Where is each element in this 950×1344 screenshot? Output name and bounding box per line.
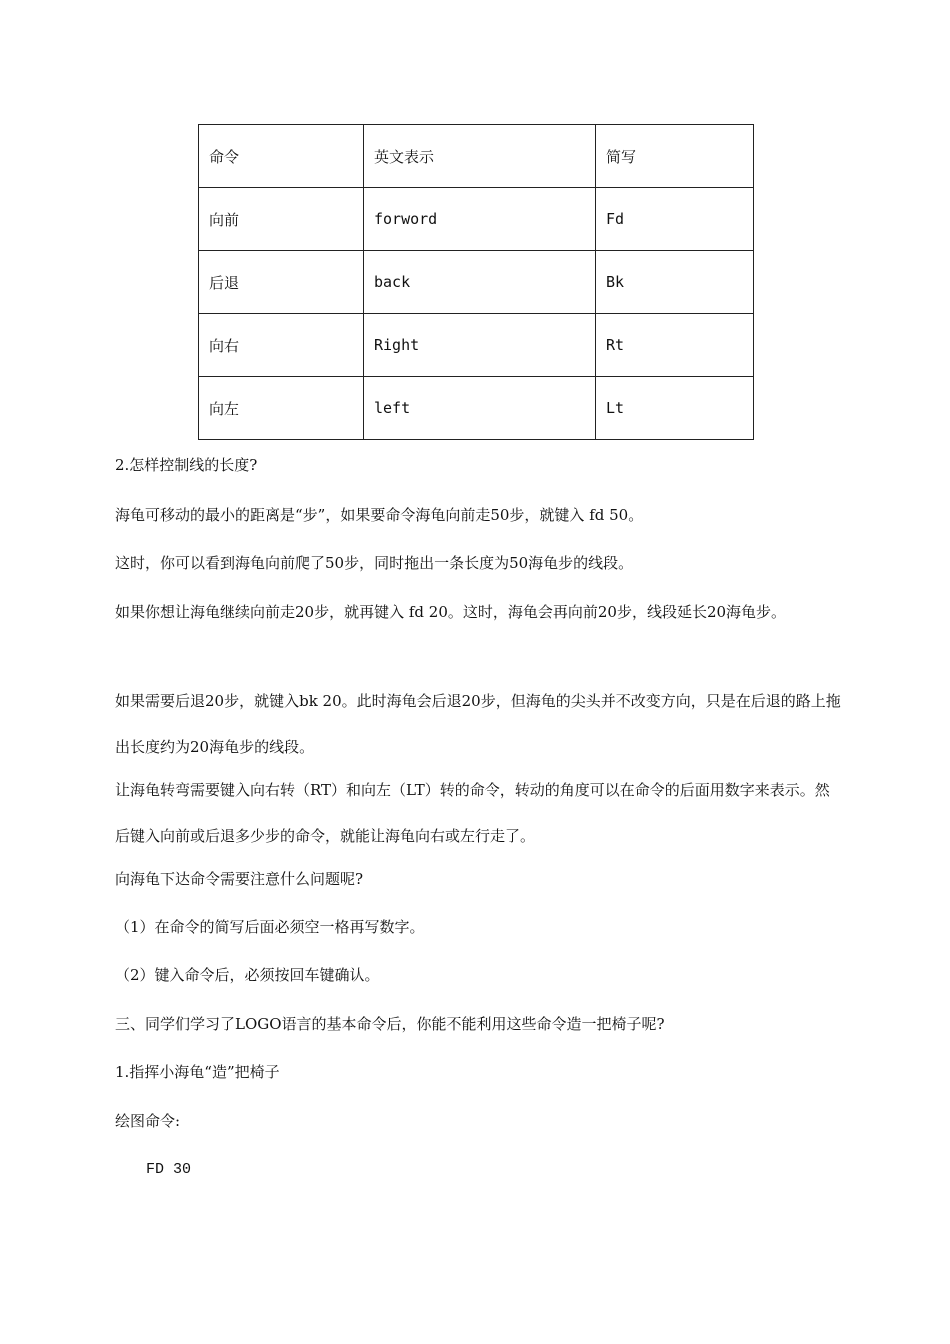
section-heading: 2.怎样控制线的长度?	[115, 456, 258, 474]
section-heading: 三、同学们学习了LOGO语言的基本命令后，你能不能利用这些命令造一把椅子呢?	[115, 1015, 665, 1033]
table-cell: 向右	[199, 314, 364, 377]
table-cell: left	[364, 377, 596, 440]
paragraph: 向海龟下达命令需要注意什么问题呢?	[115, 870, 364, 888]
table-cell: Fd	[596, 188, 754, 251]
table-cell: back	[364, 251, 596, 314]
paragraph: 如果需要后退20步，就键入bk 20。此时海龟会后退20步，但海龟的尖头并不改变方向，只是在后退的路上拖出长度约为20海龟步的线段。	[115, 692, 841, 756]
table-header-cell: 简写	[596, 125, 754, 188]
table-cell: 后退	[199, 251, 364, 314]
paragraph: 绘图命令:	[115, 1112, 181, 1130]
paragraph: 如果你想让海龟继续向前走20步，就再键入 fd 20。这时，海龟会再向前20步，线段延长20海龟步。	[115, 603, 787, 621]
table-cell: Right	[364, 314, 596, 377]
table-row	[199, 251, 754, 314]
section-heading: 1.指挥小海龟“造”把椅子	[115, 1063, 280, 1081]
table-row	[199, 188, 754, 251]
table-cell: 向前	[199, 188, 364, 251]
table-row	[199, 377, 754, 440]
table-cell: Lt	[596, 377, 754, 440]
paragraph: 让海龟转弯需要键入向右转（RT）和向左（LT）转的命令，转动的角度可以在命令的后面用数字来表示。然后键入向前或后退多少步的命令，就能让海龟向右或左行走了。	[115, 781, 830, 845]
table-cell: 向左	[199, 377, 364, 440]
paragraph: 海龟可移动的最小的距离是“步”，如果要命令海龟向前走50步，就键入 fd 50。	[115, 506, 644, 524]
list-item: （2）键入命令后，必须按回车键确认。	[115, 966, 380, 984]
table-header-cell: 英文表示	[364, 125, 596, 188]
paragraph: 这时，你可以看到海龟向前爬了50步，同时拖出一条长度为50海龟步的线段。	[115, 554, 634, 572]
table-header-cell: 命令	[199, 125, 364, 188]
table-cell: Rt	[596, 314, 754, 377]
table-cell: forword	[364, 188, 596, 251]
command-table	[198, 124, 754, 440]
table-cell: Bk	[596, 251, 754, 314]
list-item: （1）在命令的简写后面必须空一格再写数字。	[115, 918, 425, 936]
table-row	[199, 314, 754, 377]
code-line: FD 30	[146, 1161, 192, 1178]
table-header-row	[199, 125, 754, 188]
